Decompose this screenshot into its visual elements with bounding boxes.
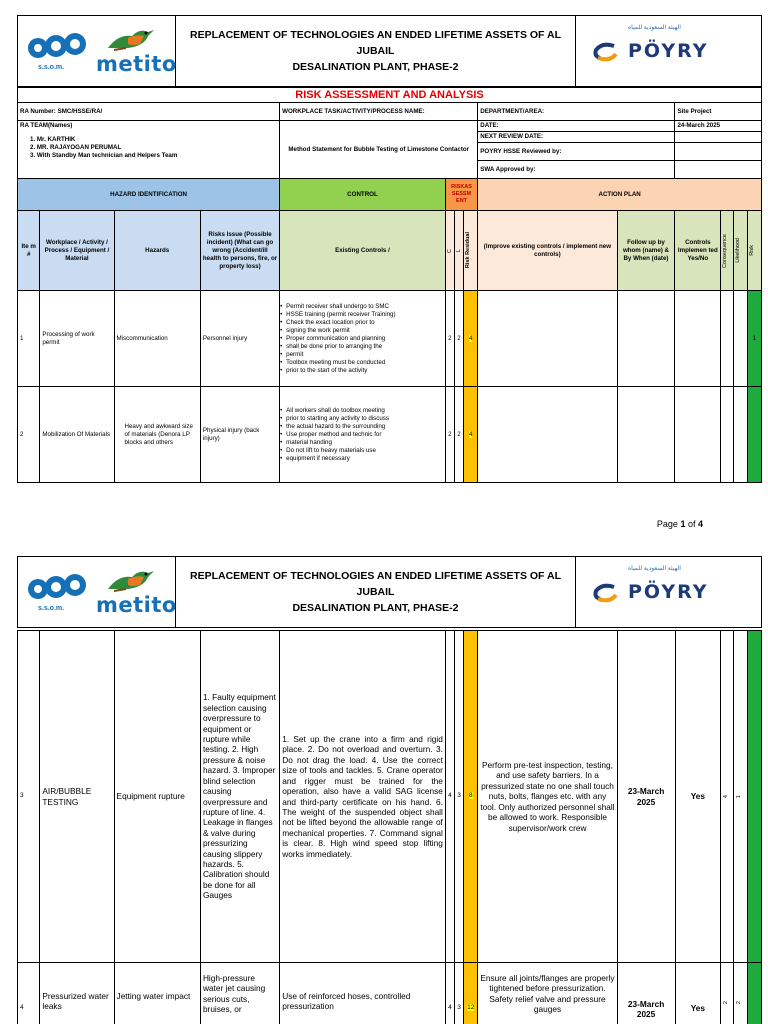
ra-team: RA TEAM(Names) 1. Mr. KARTHIK 2. MR. RAJAYOGAN PERUMAL 3. With Standby Man technician and Helpers Team (18, 121, 280, 179)
item-number: 3 (18, 631, 40, 963)
page-header (17, 15, 762, 87)
page-header-2 (17, 556, 762, 628)
next-review-value (675, 132, 762, 143)
poyry-swirl-icon (592, 40, 620, 64)
l-value: 2 (454, 387, 463, 483)
risks-cell: Physical injury (back injury) (200, 387, 279, 483)
risk-assessment-header: RISKAS SESSM ENT (445, 179, 478, 211)
control-header: CONTROL (280, 179, 446, 211)
poyry-text: PÖYRY (628, 40, 709, 62)
improve-cell: Perform pre-test inspection, testing, and use safety barriers. In a pressurized state no one shall touch nuts, bolts, flanges etc. with any tool. Only authorized personnel shall be allowed to work. Responsible supervisor/work crew (478, 631, 617, 963)
col-item: Ite m # (18, 211, 40, 291)
controls-cell: Use of reinforced hoses, controlled pressurization (280, 963, 446, 1024)
col-likelihood: L (455, 248, 462, 253)
kingfisher-bird-icon (104, 24, 156, 54)
action-plan-header: ACTION PLAN (478, 179, 762, 211)
hazards-cell: Miscommunication (114, 291, 200, 387)
col-risk-after: Risk (748, 245, 755, 256)
table-row (18, 387, 762, 483)
ra-number: RA Number: SMC/HSSE/RA/ (18, 103, 280, 121)
department-value: Site Project (675, 103, 762, 121)
page-number: Page 1 of 4 (656, 519, 703, 529)
implemented-cell: Yes (675, 963, 721, 1024)
date-label: DATE: (478, 121, 675, 132)
col-follow-up: Follow up by whom (name) & By When (date) (617, 211, 675, 291)
poyry-text: PÖYRY (628, 581, 709, 603)
l-value: 3 (455, 631, 464, 963)
poyry-logo (575, 557, 761, 627)
metito-text: metito (96, 593, 177, 617)
workplace-task-label: WORKPLACE TASK/ACTIVITY/PROCESS NAME: (280, 103, 478, 121)
document-title: REPLACEMENT OF TECHNOLOGIES AN ENDED LIFETIME ASSETS OF AL JUBAIL DESALINATION PLANT, PHASE-2 (189, 570, 561, 614)
ssom-logo-icon (27, 571, 87, 607)
controls-cell: • All workers shall do toolbox meeting • prior to starting any activity to discuss • the actual hazard to the surrounding • Use proper method and technic for • material handing • Do not lift to heavy materials use • equipment if necessary (280, 387, 446, 483)
likelihood-after: 1 (736, 794, 743, 799)
col-likelihood-after: Likelihood (735, 238, 742, 263)
r-value: 4 (464, 387, 478, 483)
department-label: DEPARTMENT/AREA: (478, 103, 675, 121)
swa-approved-label: SWA Approved by: (478, 161, 675, 179)
hazards-cell: Heavy and awkward size of materials (Denora LP blocks and others (114, 387, 200, 483)
hazards-cell: Equipment rupture (114, 631, 200, 963)
table-row (18, 291, 762, 387)
method-statement: Method Statement for Bubble Testing of Limestone Contactor (280, 121, 478, 179)
workplace-cell: Mobilization Of Materials (40, 387, 114, 483)
ra-title: RISK ASSESSMENT AND ANALYSIS (18, 88, 762, 103)
item-number: 1 (18, 291, 40, 387)
poyry-reviewed-value (675, 143, 762, 161)
col-improve: (Improve existing controls / implement new controls) (478, 211, 617, 291)
poyry-logo (575, 16, 761, 86)
poyry-swirl-icon (592, 581, 620, 605)
risks-cell: Personnel injury (200, 291, 279, 387)
hazard-identification-header: HAZARD IDENTIFICATION (18, 179, 280, 211)
improve-cell: Ensure all joints/flanges are properly tightened before pressurization. Safety relief valve and pressure gauges (478, 963, 617, 1024)
table-row (18, 963, 762, 1024)
metito-text: metito (96, 52, 177, 76)
c-value: 2 (445, 387, 454, 483)
col-consequence: C (446, 248, 453, 253)
follow-up-cell: 23-March 2025 (617, 963, 675, 1024)
r-value: 8 (464, 631, 478, 963)
swa-arabic-text: الهيئة السعودية للمياه (628, 25, 681, 31)
document-title: REPLACEMENT OF TECHNOLOGIES AN ENDED LIFETIME ASSETS OF AL JUBAIL DESALINATION PLANT, PHASE-2 (189, 29, 561, 73)
table-row (18, 631, 762, 963)
kingfisher-bird-icon (104, 565, 156, 595)
consequence-after: 4 (723, 794, 730, 799)
ssom-logo-icon (27, 30, 87, 66)
risk-assessment-table-page2 (17, 630, 762, 1024)
workplace-cell: Pressurized water leaks (40, 963, 114, 1024)
col-hazards: Hazards (114, 211, 200, 291)
c-value: 4 (445, 963, 454, 1024)
workplace-cell: Processing of work permit (40, 291, 114, 387)
date-value: 24-March 2025 (675, 121, 762, 132)
risk-after-value: 1 (747, 291, 761, 387)
next-review-label: NEXT REVIEW DATE: (478, 132, 675, 143)
col-controls-implemented: Controls Implemen ted Yes/No (675, 211, 721, 291)
risks-cell: High-pressure water jet causing serious cuts, bruises, or (200, 963, 279, 1024)
consequence-after: 2 (723, 1001, 730, 1005)
poyry-reviewed-label: POYRY HSSE Reviewed by: (478, 143, 675, 161)
swa-arabic-text: الهيئة السعودية للمياه (628, 566, 681, 572)
item-number: 4 (18, 963, 40, 1024)
r-value: 4 (464, 291, 478, 387)
implemented-cell: Yes (675, 631, 721, 963)
item-number: 2 (18, 387, 40, 483)
col-consequence-after: Consequence (722, 233, 729, 268)
col-risk-residual: Risk Residual (465, 232, 472, 269)
likelihood-after: 2 (736, 1001, 743, 1005)
hazards-cell: Jetting water impact (114, 963, 200, 1024)
c-value: 2 (445, 291, 454, 387)
r-value: 12 (464, 963, 478, 1024)
col-workplace: Workplace / Activity / Process / Equipment / Material (40, 211, 114, 291)
metito-logo (18, 16, 176, 86)
risks-cell: 1. Faulty equipment selection causing overpressure to equipment or rupture while testing. 2. High pressure & noise hazard. 3. Improper blind selection causing overpressure and rupture of line. 4. Leakage in flanges & valve during pressurizing causing slippery hazards. 5. Calibration should be done for all Gauges (200, 631, 279, 963)
risk-assessment-table-page1 (17, 87, 762, 483)
c-value: 4 (445, 631, 454, 963)
swa-approved-value (675, 161, 762, 179)
ssom-text: s.s.o.m. (38, 64, 65, 71)
l-value: 2 (454, 291, 463, 387)
col-risks-issue: Risks Issue (Possible incident) (What can go wrong (Accident/ill health to persons, fire, or property loss) (200, 211, 279, 291)
controls-cell: • Permit receiver shall undergo to SMC • HSSE training (permit receiver Training) • Check the exact location prior to • signing the work permit • Proper communication and planning • shall be done prior to arranging the • permit • Toolbox meeting must be conducted • prior to the start of the activity (280, 291, 446, 387)
follow-up-cell: 23-March 2025 (617, 631, 675, 963)
workplace-cell: AIR/BUBBLE TESTING (40, 631, 114, 963)
controls-cell: 1. Set up the crane into a firm and rigid place. 2. Do not overload and overturn. 3. Do not drag the load. 4. Use the correct size of tools and tackles. 5. Crane operator and rigger must be trained for the operation, also have a valid SAG license and third-party certificate on his hand. 6. The weight of the suspended object shall not be lifted beyond the allowable range of mechanical properties. 7. Command signal is clear. 8. High wind speed stop lifting works immediately. (280, 631, 446, 963)
ssom-text: s.s.o.m. (38, 605, 65, 612)
metito-logo (18, 557, 176, 627)
l-value: 3 (455, 963, 464, 1024)
col-existing-controls: Existing Controls / (280, 211, 446, 291)
